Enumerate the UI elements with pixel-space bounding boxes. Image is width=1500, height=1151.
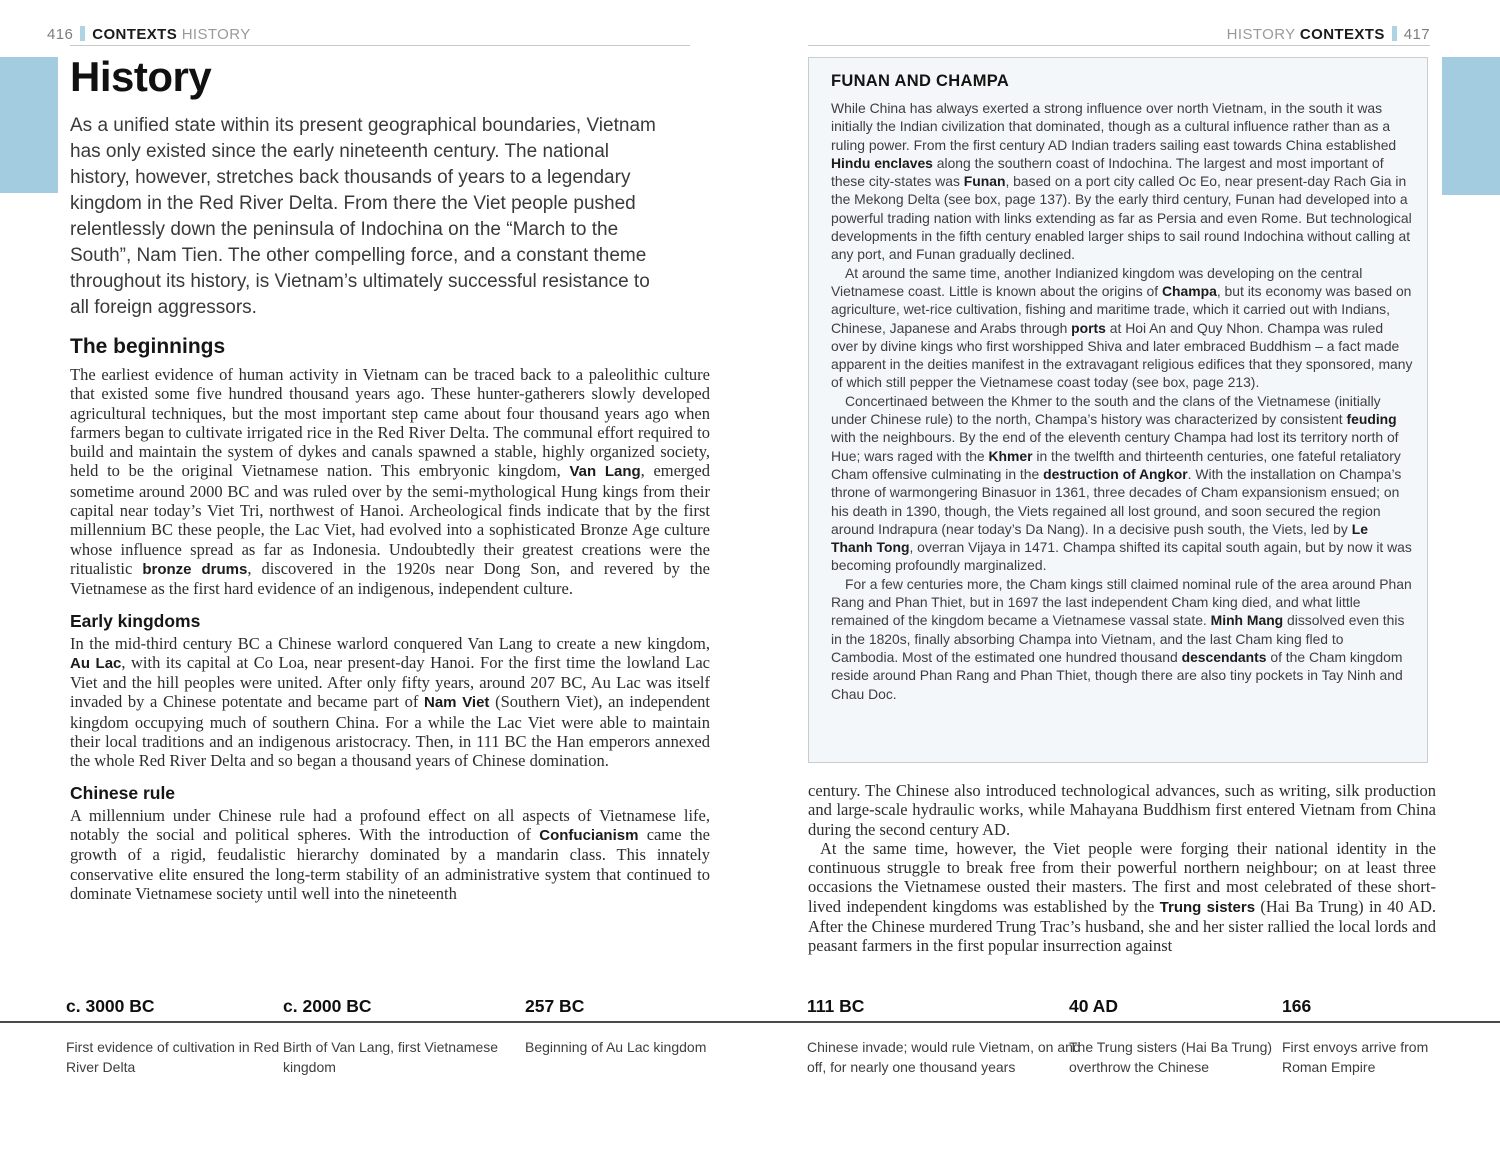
running-head-section: CONTEXTS bbox=[92, 26, 178, 43]
timeline-description: Birth of Van Lang, first Vietnamese kingdom bbox=[283, 1039, 499, 1075]
page-edge-tab-right bbox=[1442, 57, 1500, 195]
running-head-right bbox=[1227, 26, 1430, 43]
timeline-date: 166 bbox=[1282, 996, 1312, 1016]
right-page-column bbox=[808, 781, 1436, 956]
page-edge-tab-left bbox=[0, 57, 58, 193]
header-tick-icon bbox=[80, 26, 85, 41]
timeline-description: First evidence of cultivation in Red River Delta bbox=[66, 1039, 280, 1075]
header-tick-icon bbox=[1392, 26, 1397, 41]
timeline-date: 40 AD bbox=[1069, 996, 1118, 1016]
timeline-description: The Trung sisters (Hai Ba Trung) overthrow the Chinese bbox=[1069, 1039, 1273, 1075]
header-rule-left bbox=[70, 45, 690, 46]
timeline-rule bbox=[0, 1021, 1500, 1023]
box-paragraph: Concertinaed between the Khmer to the south and the clans of the Vietnamese (initially under Chinese rule) to the north, Champa’s history was characterized by consistent feuding with the neighbours. By the end of the eleventh century Champa had lost its territory north of Hue; wars raged with the Khmer in the twelfth and thirteenth centuries, one fateful retaliatory Cham offensive culminating in the destruction of Angkor. With the installation on Champa’s throne of warmongering Binasuor in 1361, three decades of Cham expansionism ensued; on his death in 1390, though, the Viets regained all lost ground, and soon secured the region around Indrapura (near today’s Da Nang). In a decisive push south, the Viets, led by Le Thanh Tong, overran Vijaya in 1471. Champa shifted its capital south again, but by now it was becoming profoundly marginalized. bbox=[831, 392, 1412, 574]
box-paragraph: While China has always exerted a strong influence over north Vietnam, in the south it was initially the Indian civilization that dominated, though as a cultural influence rather than as a ruling power. From the first century AD Indian traders sailing east towards China established Hindu enclaves along the southern coast of Indochina. The largest and most important of these city-states was Funan, based on a port city called Oc Eo, near present-day Rach Gia in the Mekong Delta (see box, page 137). By the early third century, Funan had developed into a powerful trading nation with links extending as far as Persia and even Rome. But technological developments in the fifth century enabled larger ships to sail round Indochina without calling at any port, and Funan gradually declined. bbox=[831, 100, 1412, 263]
header-rule-right bbox=[808, 45, 1430, 46]
subsection-body-chinese-rule: A millennium under Chinese rule had a profound effect on all aspects of Vietnamese life, notably the social and political spheres. With the introduction of Confucianism came the growth of a rigid, feudalistic hierarchy dominated by a mandarin class. This innately conservative elite ensured the long-term stability of an administrative system that continued to dominate Vietnamese society until well into the nineteenth bbox=[70, 805, 711, 903]
subsection-body-early-kingdoms: In the mid-third century BC a Chinese warlord conquered Van Lang to create a new kingdom, Au Lac, with its capital at Co Loa, near present-day Hanoi. For the first time the lowland Lac Viet and the hill peoples were united. After only fifty years, around 207 BC, Au Lac was itself invaded by a Chinese potentate and became part of Nam Viet (Southern Viet), an independent kingdom occupying much of southern China. For a while the Lac Viet were able to maintain their local traditions and an indigenous aristocracy. Then, in 111 BC the Han emperors annexed the whole Red River Delta and so began a thousand years of Chinese domination. bbox=[70, 633, 710, 771]
box-paragraph: At around the same time, another Indianized kingdom was developing on the central Vietnamese coast. Little is known about the origins of Champa, but its economy was based on agriculture, wet-rice cultivation, fishing and maritime trade, which it carried out with Indians, Chinese, Japanese and Arabs through ports at Hoi An and Quy Nhon. Champa was ruled over by divine kings who first worshipped Shiva and later embraced Buddhism – a fact made apparent in the deities manifest in the extravagant religious edifices that they sponsored, many of which still pepper the Vietnamese coast today (see box, page 213). bbox=[831, 264, 1413, 391]
timeline-description: Chinese invade; would rule Vietnam, on and off, for nearly one thousand years bbox=[807, 1039, 1081, 1075]
timeline-date: 111 BC bbox=[807, 996, 865, 1016]
running-head-topic: HISTORY bbox=[181, 26, 251, 43]
page-number-right: 417 bbox=[1403, 26, 1430, 43]
page-number-left: 416 bbox=[47, 26, 74, 43]
subsection-heading-chinese-rule: Chinese rule bbox=[70, 782, 176, 803]
chapter-intro: As a unified state within its present geographical boundaries, Vietnam has only existed since the early nineteenth century. The national history, however, stretches back thousands of years to a legendary kingdom in the Red River Delta. From there the Viet people pushed relentlessly down the peninsula of Indochina on the “March to the South”, Nam Tien. The other compelling force, and a constant theme throughout its history, is Vietnam’s ultimately successful resistance to all foreign aggressors. bbox=[70, 115, 656, 318]
body-paragraph: century. The Chinese also introduced technological advances, such as writing, silk production and large-scale hydraulic works, while Mahayana Buddhism first entered Vietnam from China during the second century AD. bbox=[808, 781, 1436, 839]
section-body-beginnings: The earliest evidence of human activity in Vietnam can be traced back to a paleolithic culture that existed some five hundred thousand years ago. These hunter-gatherers slowly developed agricultural techniques, but the most important step came about four thousand years ago when farmers began to cultivate irrigated rice in the Red River Delta. The communal effort required to build and maintain the system of dykes and canals spawned a stable, highly organized society, held to be the original Vietnamese nation. This embryonic kingdom, Van Lang, emerged sometime around 2000 BC and was ruled over by the semi-mythological Hung kings from their capital near today’s Viet Tri, northwest of Hanoi. Archeological finds indicate that by the first millennium BC these people, the Lac Viet, had evolved into a sophisticated Bronze Age culture whose influence spread as far as Indonesia. Undoubtedly their greatest creations were the ritualistic bronze drums, discovered in the 1920s near Dong Son, and revered by the Vietnamese as the first hard evidence of an indigenous, independent culture. bbox=[70, 365, 710, 599]
box-paragraph: For a few centuries more, the Cham kings still claimed nominal rule of the area around Phan Rang and Phan Thiet, but in 1697 the last independent Cham king died, and what little remained of the kingdom became a Vietnamese vassal state. Minh Mang dissolved even this in the 1820s, finally absorbing Champa into Vietnam, and the last Cham king fled to Cambodia. Most of the estimated one hundred thousand descendants of the Cham kingdom reside around Phan Rang and Phan Thiet, though there are also tiny pockets in Tay Ninh and Chau Doc. bbox=[831, 575, 1412, 702]
chapter-title: History bbox=[70, 53, 212, 100]
running-head-left bbox=[47, 26, 251, 43]
timeline-date: c. 2000 BC bbox=[283, 996, 372, 1016]
timeline-description: Beginning of Au Lac kingdom bbox=[525, 1039, 707, 1055]
running-head-section: CONTEXTS bbox=[1299, 26, 1385, 43]
left-page-column bbox=[70, 52, 710, 903]
box-title: FUNAN AND CHAMPA bbox=[831, 72, 1010, 90]
timeline-date: 257 BC bbox=[525, 996, 585, 1016]
funan-and-champa-box bbox=[808, 57, 1428, 763]
timeline-description: First envoys arrive from Roman Empire bbox=[1282, 1039, 1429, 1075]
running-head-topic: HISTORY bbox=[1226, 26, 1296, 43]
body-paragraph: At the same time, however, the Viet people were forging their national identity in the continuous struggle to break free from their powerful northern neighbour; on at least three occasions the Vietnamese ousted their masters. The first and most celebrated of these short-lived independent kingdoms was established by the Trung sisters (Hai Ba Trung) in 40 AD. After the Chinese murdered Trung Trac’s husband, she and her sister rallied the local lords and peasant farmers in the first popular insurrection against bbox=[808, 838, 1436, 956]
timeline-date: c. 3000 BC bbox=[66, 996, 155, 1016]
subsection-heading-early-kingdoms: Early kingdoms bbox=[70, 610, 201, 631]
section-heading-beginnings: The beginnings bbox=[70, 335, 226, 358]
